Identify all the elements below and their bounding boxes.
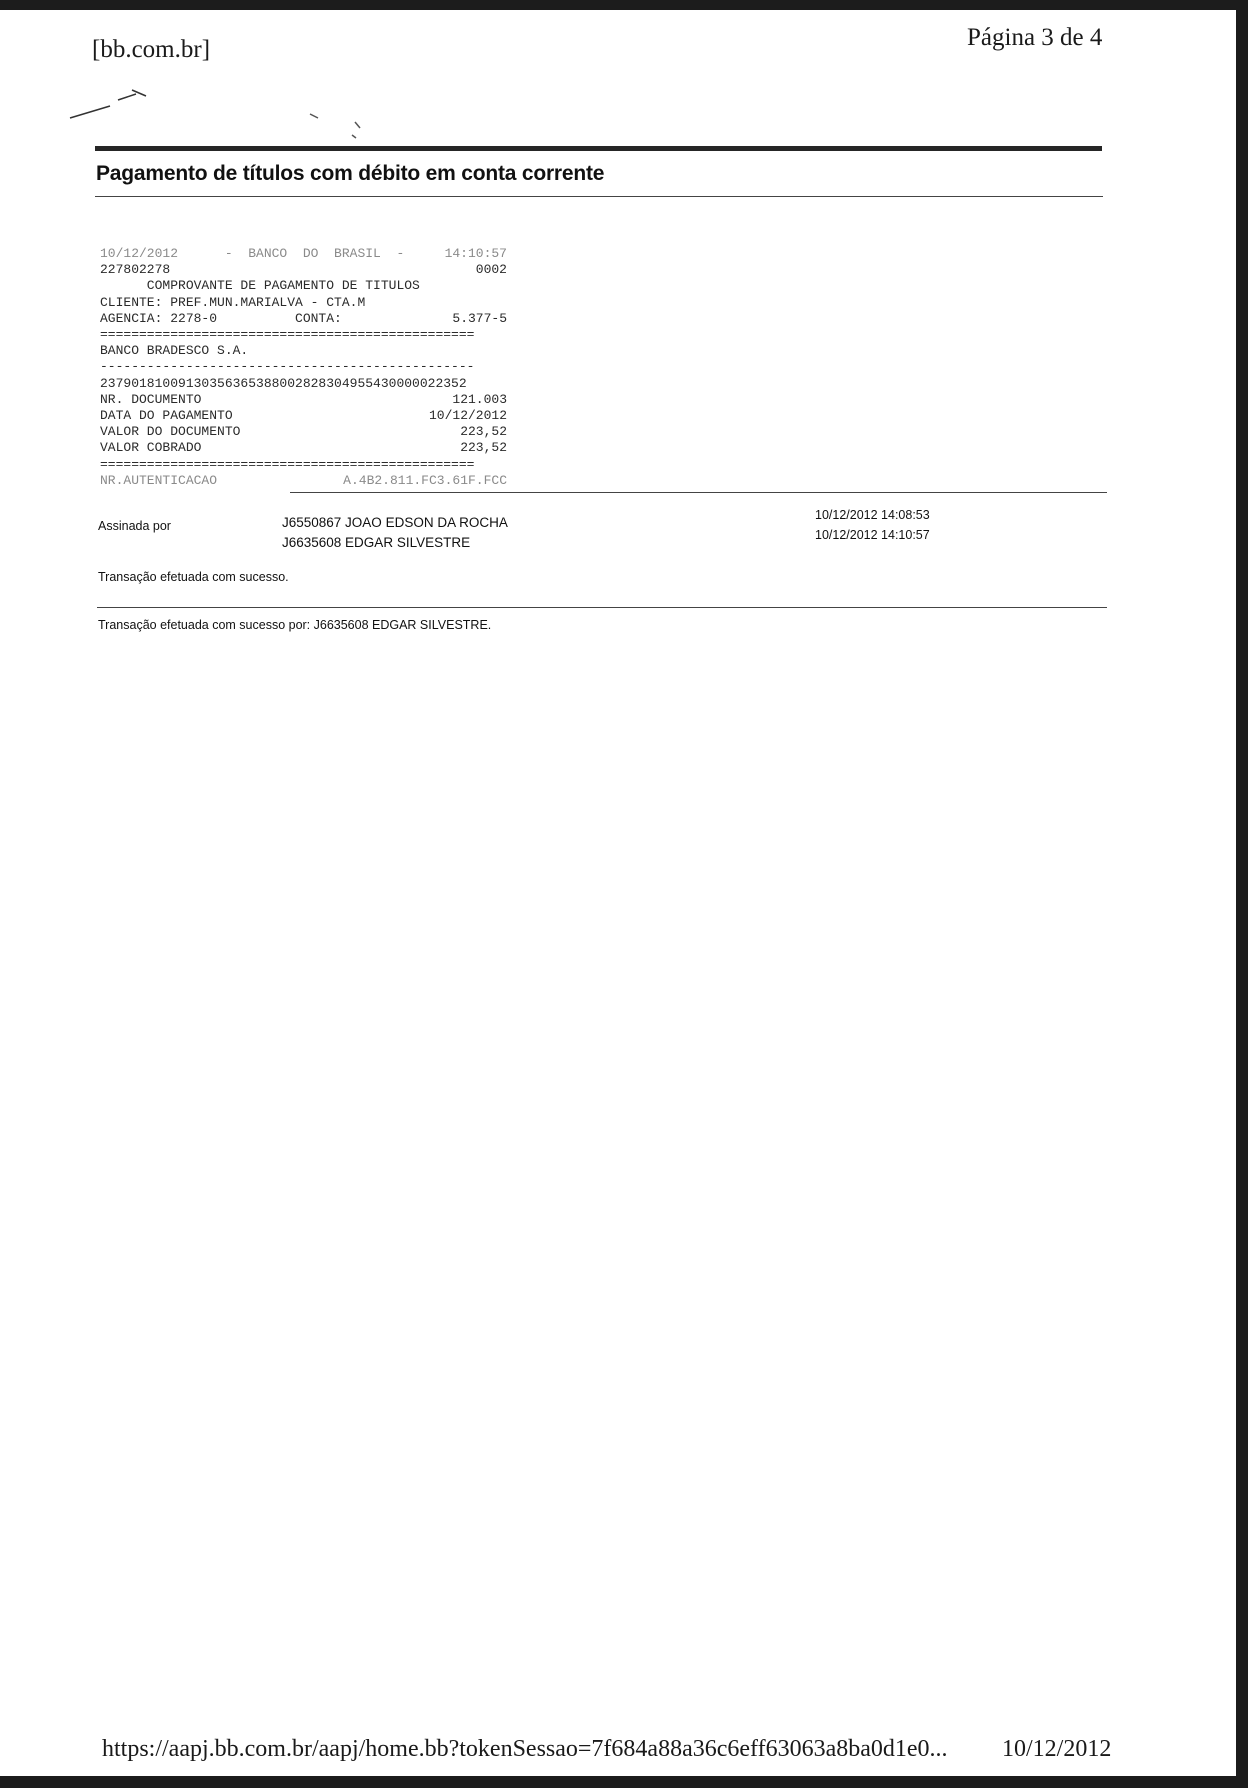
receipt-line [100,343,507,359]
signature-timestamp: 10/12/2012 14:10:57 [815,528,930,542]
page-number: Página 3 de 4 [967,24,1103,51]
receipt-line [100,359,507,375]
receipt-line-label: 10/12/2012 - BANCO DO BRASIL - [100,246,405,261]
transaction-status: Transação efetuada com sucesso. [98,570,289,584]
receipt-line [100,424,507,440]
receipt-line-label: COMPROVANTE DE PAGAMENTO DE TITULOS [100,278,420,294]
receipt-line [100,262,507,278]
receipt-line [100,327,507,343]
signer-name: J6550867 JOAO EDSON DA ROCHA [282,515,508,530]
signature-timestamp: 10/12/2012 14:08:53 [815,508,930,522]
site-header: [bb.com.br] [92,36,211,63]
receipt-line-label: NR.AUTENTICACAO [100,472,218,488]
receipt-line-label: DATA DO PAGAMENTO [100,408,233,423]
receipt-line-value: 223,52 [460,424,507,440]
footer-date: 10/12/2012 [1002,1736,1112,1762]
receipt-line [100,392,507,408]
receipt-line [100,311,507,327]
receipt-line-value: A.4B2.811.FC3.61F.FCC [343,472,507,488]
receipt-line-value: 14:10:57 [444,246,507,261]
receipt-line [100,440,507,456]
receipt-line-label: AGENCIA: 2278-0 CONTA: [100,310,342,326]
footer-url: https://aapj.bb.com.br/aapj/home.bb?tokenSessao=7f684a88a36c6eff63063a8ba0d1e0... [102,1736,948,1762]
receipt-line-label: ================================================ [100,327,475,342]
page-title: Pagamento de títulos com débito em conta corrente [96,162,605,185]
receipt-line-label: ------------------------------------------------ [100,359,475,375]
signer-name: J6635608 EDGAR SILVESTRE [282,535,471,550]
signed-by-label: Assinada por [98,519,171,533]
receipt-line [100,408,507,424]
transaction-status-by: Transação efetuada com sucesso por: J6635608 EDGAR SILVESTRE. [98,618,492,632]
receipt-line [100,295,507,311]
receipt-line [100,457,507,473]
receipt-line-value: 5.377-5 [452,310,507,326]
scan-artifacts [0,10,400,150]
receipt-line [100,376,507,392]
divider [290,492,1107,493]
receipt-line [100,278,507,294]
receipt-line-label: ================================================ [100,456,475,472]
receipt-line-label: 227802278 [100,262,171,278]
document-page [0,10,1236,1776]
receipt-line-label: VALOR DO DOCUMENTO [100,424,241,440]
receipt-line [100,246,507,262]
divider [97,607,1107,608]
receipt-line [100,473,507,489]
receipt-line-value: 223,52 [460,440,507,456]
receipt-line-value: 10/12/2012 [428,408,507,423]
divider [95,196,1103,197]
title-bar [95,146,1102,151]
receipt-line-label: BANCO BRADESCO S.A. [100,343,249,359]
receipt-line-label: NR. DOCUMENTO [100,391,202,407]
receipt-line-label: VALOR COBRADO [100,440,202,456]
receipt-line-value: 121.003 [452,391,507,407]
receipt-line-label: 23790181009130356365388002828304955430000022352 [100,375,467,391]
receipt-line-label: CLIENTE: PREF.MUN.MARIALVA - CTA.M [100,294,366,310]
receipt-line-value: 0002 [475,262,507,278]
